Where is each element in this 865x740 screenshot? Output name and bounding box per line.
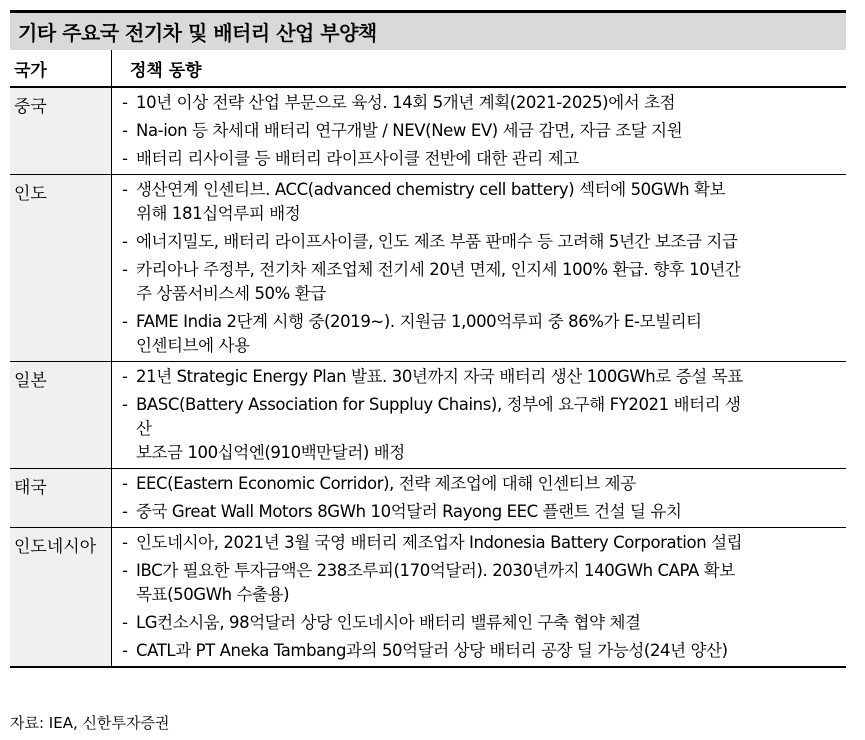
policy-list — [111, 175, 846, 361]
list-item — [122, 472, 846, 496]
bullet-dash: - — [122, 561, 128, 580]
country-cell: 태국 — [10, 469, 111, 527]
policy-text: 중국 Great Wall Motors 8GWh 10억달러 Rayong EEC 플랜트 건설 딜 유치 — [136, 502, 682, 521]
table-row — [10, 528, 846, 668]
list-item — [122, 119, 846, 143]
list-item — [122, 310, 846, 358]
list-item — [122, 639, 846, 663]
policy-table — [10, 10, 846, 668]
list-item — [122, 611, 846, 635]
bullet-dash: - — [122, 395, 128, 414]
list-item — [122, 258, 846, 306]
country-cell: 인도네시아 — [10, 528, 111, 666]
bullet-dash: - — [122, 533, 128, 552]
header-country: 국가 — [14, 61, 47, 81]
table-header — [10, 50, 846, 88]
policy-list — [111, 469, 846, 527]
policy-text: BASC(Battery Association for Suppluy Chains), 정부에 요구해 FY2021 배터리 생 산 보조금 100십억엔(910백만달러) 배정 — [136, 395, 741, 462]
policy-list — [111, 362, 846, 468]
table-title: 기타 주요국 전기차 및 배터리 산업 부양책 — [10, 10, 846, 50]
list-item — [122, 500, 846, 524]
bullet-dash: - — [122, 232, 128, 251]
bullet-dash: - — [122, 474, 128, 493]
list-item — [122, 531, 846, 555]
policy-text: FAME India 2단계 시행 중(2019~). 지원금 1,000억루피 중 86%가 E-모빌리티 인센티브에 사용 — [136, 312, 702, 355]
policy-text: LG컨소시움, 98억달러 상당 인도네시아 배터리 밸류체인 구축 협약 체결 — [136, 613, 641, 632]
policy-text: 21년 Strategic Energy Plan 발표. 30년까지 자국 배터리 생산 100GWh로 증설 목표 — [136, 367, 743, 386]
bullet-dash: - — [122, 367, 128, 386]
list-item — [122, 365, 846, 389]
policy-text: IBC가 필요한 투자금액은 238조루피(170억달러). 2030년까지 140GWh CAPA 확보 목표(50GWh 수출용) — [136, 561, 735, 604]
bullet-dash: - — [122, 641, 128, 660]
table-row — [10, 175, 846, 362]
policy-text: EEC(Eastern Economic Corridor), 전략 제조업에 대해 인센티브 제공 — [136, 474, 636, 493]
list-item — [122, 393, 846, 465]
table-row — [10, 469, 846, 528]
list-item — [122, 178, 846, 226]
policy-text: 카리아나 주정부, 전기차 제조업체 전기세 20년 면제, 인지세 100% 환급. 향후 10년간 주 상품서비스세 50% 환급 — [136, 260, 741, 303]
country-cell: 중국 — [10, 88, 111, 174]
bullet-dash: - — [122, 502, 128, 521]
policy-text: 인도네시아, 2021년 3월 국영 배터리 제조업자 Indonesia Battery Corporation 설립 — [136, 533, 743, 552]
policy-text: Na-ion 등 차세대 배터리 연구개발 / NEV(New EV) 세금 감면, 자금 조달 지원 — [136, 121, 683, 140]
policy-text: 10년 이상 전략 산업 부문으로 육성. 14회 5개년 계획(2021-2025)에서 초점 — [136, 93, 676, 112]
bullet-dash: - — [122, 93, 128, 112]
bullet-dash: - — [122, 260, 128, 279]
country-cell: 인도 — [10, 175, 111, 361]
bullet-dash: - — [122, 149, 128, 168]
policy-text: 배터리 리사이클 등 배터리 라이프사이클 전반에 대한 관리 제고 — [136, 149, 579, 168]
policy-text: 생산연계 인센티브. ACC(advanced chemistry cell battery) 섹터에 50GWh 확보 위해 181십억루피 배정 — [136, 180, 726, 223]
source-note: 자료: IEA, 신한투자증권 — [10, 714, 170, 732]
country-cell: 일본 — [10, 362, 111, 468]
table-row — [10, 88, 846, 175]
table-row — [10, 362, 846, 469]
policy-text: CATL과 PT Aneka Tambang과의 50억달러 상당 배터리 공장 딜 가능성(24년 양산) — [136, 641, 728, 660]
bullet-dash: - — [122, 312, 128, 331]
list-item — [122, 147, 846, 171]
list-item — [122, 559, 846, 607]
header-policy: 정책 동향 — [111, 50, 846, 86]
list-item — [122, 91, 846, 115]
policy-text: 에너지밀도, 배터리 라이프사이클, 인도 제조 부품 판매수 등 고려해 5년간 보조금 지급 — [136, 232, 738, 251]
list-item — [122, 230, 846, 254]
policy-list — [111, 88, 846, 174]
bullet-dash: - — [122, 180, 128, 199]
bullet-dash: - — [122, 613, 128, 632]
table-body — [10, 88, 846, 668]
policy-list — [111, 528, 846, 666]
bullet-dash: - — [122, 121, 128, 140]
